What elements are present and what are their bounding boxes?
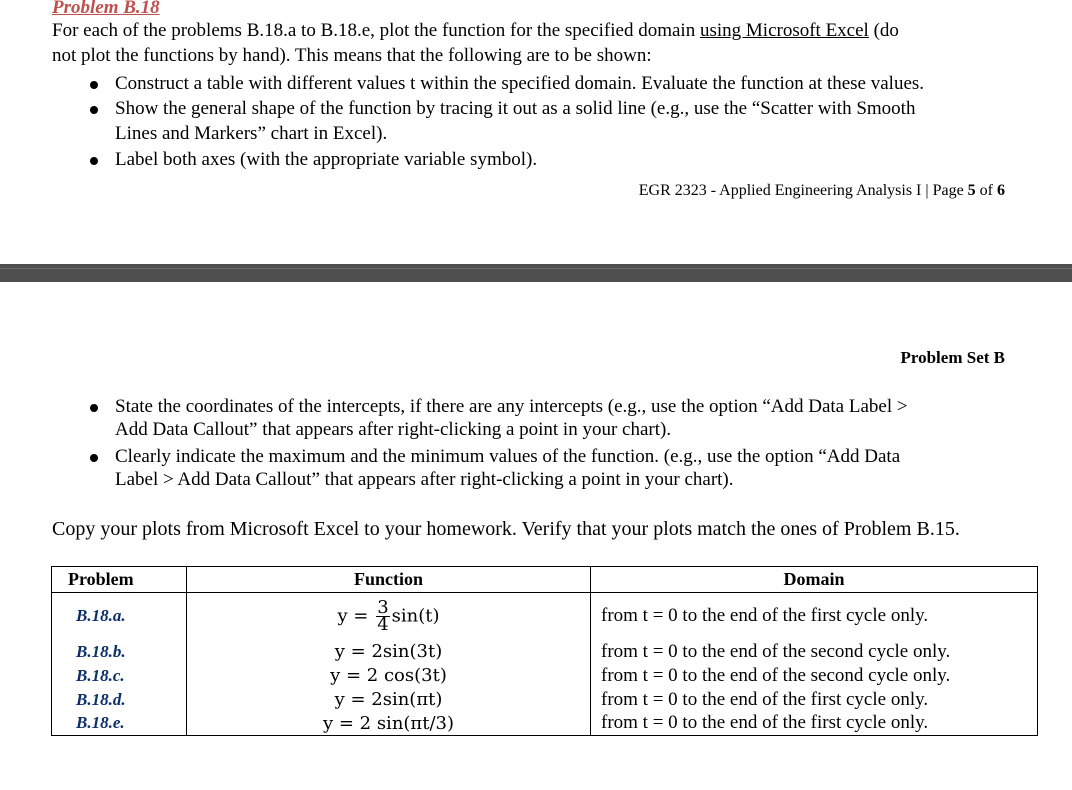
table-row xyxy=(52,593,1038,640)
copy-instruction: Copy your plots from Microsoft Excel to your homework. Verify that your plots match the ones of Problem B.15. xyxy=(52,518,960,540)
problem-label: B.18.c. xyxy=(52,664,187,688)
function-rhs: sin(t) xyxy=(391,605,440,627)
bullet-intercepts-line2: Add Data Callout” that appears after right-clicking a point in your chart). xyxy=(115,419,672,440)
bullet-maxmin-line2: Label > Add Data Callout” that appears after right-clicking a point in your chart). xyxy=(115,469,734,490)
function-lhs: y = xyxy=(337,605,375,627)
page-separator xyxy=(0,264,1072,282)
table-header-row xyxy=(52,567,1038,593)
bullet-table: Construct a table with different values t within the specified domain. Evaluate the function at these values. xyxy=(115,73,925,94)
header-domain: Domain xyxy=(591,567,1038,593)
fraction-denominator: 4 xyxy=(377,613,389,635)
footer-page-number: 5 xyxy=(967,182,976,199)
footer-text: EGR 2323 - Applied Engineering Analysis I | Page xyxy=(638,182,968,199)
document-page-6 xyxy=(0,282,1072,790)
document-page-5 xyxy=(0,0,1072,264)
table-row xyxy=(52,688,1038,712)
domain-cell: from t = 0 to the end of the first cycle only. xyxy=(591,712,1038,736)
bullet-intercepts-line1: State the coordinates of the intercepts, if there are any intercepts (e.g., use the option “Add Data Label > xyxy=(115,396,908,417)
bullet-icon xyxy=(90,106,98,114)
footer-of: of xyxy=(975,182,997,199)
bullet-shape-line1: Show the general shape of the function by tracing it out as a solid line (e.g., use the “Scatter with Smooth xyxy=(115,98,916,119)
bullet-shape-line2: Lines and Markers” chart in Excel). xyxy=(115,123,388,144)
problem-label: B.18.b. xyxy=(52,640,187,664)
bullet-icon xyxy=(90,157,98,165)
problem-label: B.18.d. xyxy=(52,688,187,712)
problem-title: Problem B.18 xyxy=(52,0,160,18)
function-cell xyxy=(187,593,591,640)
function-cell: y = 2 cos(3t) xyxy=(187,664,591,688)
function-cell: y = 2 sin(πt/3) xyxy=(187,712,591,736)
excel-underlined-text: using Microsoft Excel xyxy=(699,20,869,41)
function-cell: y = 2sin(πt) xyxy=(187,688,591,712)
domain-cell: from t = 0 to the end of the second cycle only. xyxy=(591,640,1038,664)
page-header: Problem Set B xyxy=(900,348,1005,367)
domain-cell: from t = 0 to the end of the first cycle only. xyxy=(591,593,1038,640)
bullet-icon xyxy=(90,81,98,89)
problem-label: B.18.a. xyxy=(52,593,187,640)
domain-cell: from t = 0 to the end of the first cycle only. xyxy=(591,688,1038,712)
bullet-axes: Label both axes (with the appropriate variable symbol). xyxy=(115,149,538,170)
intro-text-a: For each of the problems B.18.a to B.18.e, plot the function for the specified domain xyxy=(52,20,700,41)
table-row xyxy=(52,712,1038,736)
footer-total-pages: 6 xyxy=(997,182,1005,199)
domain-cell: from t = 0 to the end of the second cycle only. xyxy=(591,664,1038,688)
problem-label: B.18.e. xyxy=(52,712,187,736)
intro-line-2: not plot the functions by hand). This means that the following are to be shown: xyxy=(52,45,652,66)
function-cell: y = 2sin(3t) xyxy=(187,640,591,664)
header-function: Function xyxy=(187,567,591,593)
page-footer xyxy=(639,182,1005,200)
table-row xyxy=(52,664,1038,688)
fraction xyxy=(376,596,389,635)
header-problem: Problem xyxy=(52,567,187,593)
bullet-icon xyxy=(90,404,98,412)
intro-text-b: (do xyxy=(868,20,899,41)
fraction-numerator: 3 xyxy=(377,596,389,618)
problem-table xyxy=(51,566,1038,736)
bullet-icon xyxy=(90,454,98,462)
intro-line-1 xyxy=(52,20,899,42)
table-row xyxy=(52,640,1038,664)
bullet-maxmin-line1: Clearly indicate the maximum and the minimum values of the function. (e.g., use the option “Add Data xyxy=(115,446,901,467)
